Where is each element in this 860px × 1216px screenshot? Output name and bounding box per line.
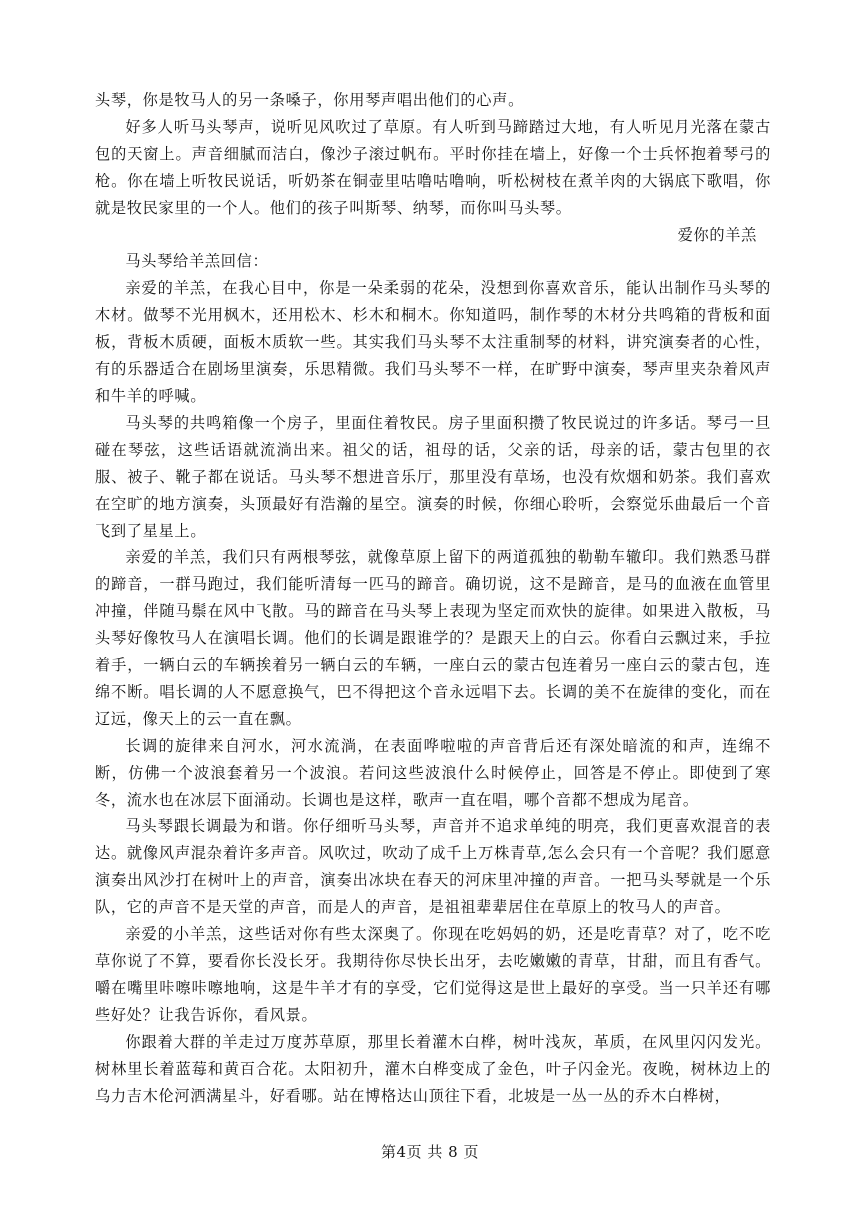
paragraph: 马头琴的共鸣箱像一个房子，里面住着牧民。房子里面积攒了牧民说过的许多话。琴弓一旦碰在琴弦，这些话语就流淌出来。祖父的话，祖母的话，父亲的话，母亲的话，蒙古包里的衣服、被子、靴子都在说话。马头琴不想进音乐厅，那里没有草场，也没有炊烟和奶茶。我们喜欢在空旷的地方演奏，头顶最好有浩瀚的星空。演奏的时候，你细心聆听，会察觉乐曲最后一个音飞到了星星上。 [95, 413, 771, 540]
paragraph: 你跟着大群的羊走过万度苏草原，那里长着灌木白桦，树叶浅灰，革质，在风里闪闪发光。树林里长着蓝莓和黄百合花。太阳初升，灌木白桦变成了金色，叶子闪金光。夜晚，树林边上的乌力吉木伦河洒满星斗，好看哪。站在博格达山顶往下看，北坡是一丛一丛的乔木白桦树， [95, 1032, 771, 1105]
letter-heading: 马头琴给羊羔回信： [125, 252, 269, 271]
paragraph: 亲爱的羊羔，我们只有两根琴弦，就像草原上留下的两道孤独的勒勒车辙印。我们熟悉马群的蹄音，一群马跑过，我们能听清每一匹马的蹄音。确切说，这不是蹄音，是马的血液在血管里冲撞，伴随马鬃在风中飞散。马的蹄音在马头琴上表现为坚定而欢快的旋律。如果进入散板，马头琴好像牧马人在演唱长调。他们的长调是跟谁学的？是跟天上的白云。你看白云飘过来，手拉着手，一辆白云的车辆挨着另一辆白云的车辆，一座白云的蒙古包连着另一座白云的蒙古包，连绵不断。唱长调的人不愿意换气，巴不得把这个音永远唱下去。长调的美不在旋律的变化，而在辽远，像天上的云一直在飘。 [95, 548, 771, 728]
paragraph: 亲爱的羊羔，在我心目中，你是一朵柔弱的花朵，没想到你喜欢音乐，能认出制作马头琴的木材。做琴不光用枫木，还用松木、杉木和桐木。你知道吗，制作琴的木材分共鸣箱的背板和面板，背板木质硬，面板木质软一些。其实我们马头琴不太注重制琴的材料，讲究演奏者的心性，有的乐器适合在剧场里演奏，乐思精微。我们马头琴不一样，在旷野中演奏，琴声里夹杂着风声和牛羊的呼喊。 [95, 279, 771, 405]
paragraph: 长调的旋律来自河水，河水流淌，在表面哗啦啦的声音背后还有深处暗流的和声，连绵不断，仿佛一个波浪套着另一个波浪。若问这些波浪什么时候停止，回答是不停止。即使到了寒冬，流水也在冰层下面涌动。长调也是这样，歌声一直在唱，哪个音都不想成为尾音。 [95, 736, 771, 809]
page-number-footer: 第4页 共 8 页 [381, 1143, 479, 1161]
body-text [95, 87, 771, 1109]
paragraph: 亲爱的小羊羔，这些话对你有些太深奥了。你现在吃妈妈的奶，还是吃青草？对了，吃不吃草你说了不算，要看你长没长牙。我期待你尽快长出牙，去吃嫩嫩的青草，甘甜，而且有香气。嚼在嘴里咔嚓咔嚓地响，这是牛羊才有的享受，它们觉得这是世上最好的享受。当一只羊还有哪些好处？让我告诉你，看风景。 [95, 925, 771, 1024]
paragraph: 头琴，你是牧马人的另一条嗓子，你用琴声唱出他们的心声。 [95, 91, 524, 109]
paragraph: 好多人听马头琴声，说听见风吹过了草原。有人听到马蹄踏过大地，有人听见月光落在蒙古包的天窗上。声音细腻而洁白，像沙子滚过帆布。平时你挂在墙上，好像一个士兵怀抱着琴弓的枪。你在墙上听牧民说话，听奶茶在铜壶里咕噜咕噜响，听松树枝在煮羊肉的大锅底下歌唱，你就是牧民家里的一个人。他们的孩子叫斯琴、纳琴，而你叫马头琴。 [95, 117, 771, 217]
paragraph: 马头琴跟长调最为和谐。你仔细听马头琴，声音并不追求单纯的明亮，我们更喜欢混音的表达。就像风声混杂着许多声音。风吹过，吹动了成千上万株青草,怎么会只有一个音呢？我们愿意演奏出风沙打在树叶上的声音，演奏出冰块在春天的河床里冲撞的声音。一把马头琴就是一个乐队，它的声音不是天堂的声音，而是人的声音，是祖祖辈辈居住在草原上的牧马人的声音。 [95, 817, 771, 917]
letter-signature: 爱你的羊羔 [677, 225, 757, 244]
